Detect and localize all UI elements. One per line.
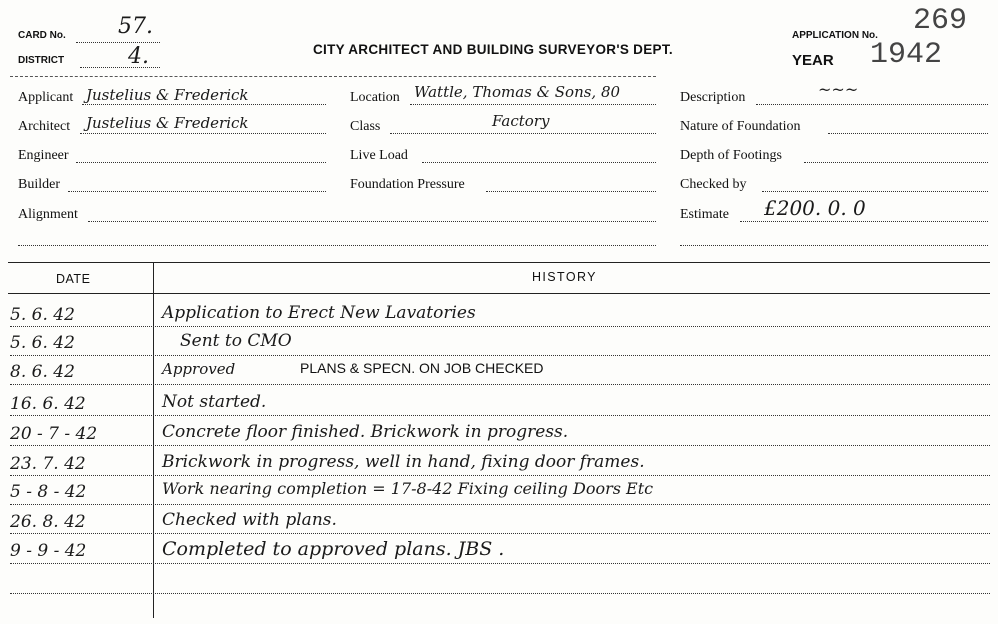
estimate-label: Estimate: [680, 207, 729, 222]
alignment-label: Alignment: [18, 207, 78, 222]
date-column-divider: [153, 262, 154, 618]
class-label: Class: [350, 119, 381, 134]
history-text: Checked with plans.: [162, 510, 337, 530]
class-value: Factory: [492, 112, 550, 130]
location-line: [410, 104, 656, 105]
location-label: Location: [350, 90, 400, 105]
date-header: DATE: [56, 272, 91, 286]
history-text: Application to Erect New Lavatories: [162, 303, 476, 323]
depth-of-footings-line: [804, 162, 988, 163]
history-date: 16. 6. 42: [10, 394, 86, 414]
card-label: CARD No.: [18, 30, 66, 41]
history-header: HISTORY: [532, 270, 597, 284]
engineer-line: [76, 162, 326, 163]
history-text: Approved: [162, 360, 236, 378]
class-line: [390, 133, 656, 134]
history-date: 8. 6. 42: [10, 362, 75, 382]
card-number: 57.: [118, 14, 153, 39]
checked-by-label: Checked by: [680, 177, 747, 192]
history-date: 20 - 7 - 42: [10, 424, 98, 444]
location-value: Wattle, Thomas & Sons, 80: [414, 83, 621, 101]
district-label: DISTRICT: [18, 55, 65, 66]
applicant-line: [82, 104, 326, 105]
card-line: [76, 42, 160, 43]
live-load-label: Live Load: [350, 148, 408, 163]
nature-of-foundation-line: [828, 133, 988, 134]
year-value: 1942: [870, 38, 943, 72]
estimate-value: £200. 0. 0: [764, 196, 866, 220]
history-text: Brickwork in progress, well in hand, fixing door frames.: [162, 452, 645, 472]
year-label: YEAR: [792, 52, 834, 69]
blank-line-left: [18, 245, 656, 246]
builder-line: [68, 191, 326, 192]
nature-of-foundation-label: Nature of Foundation: [680, 119, 801, 134]
checked-by-line: [762, 191, 988, 192]
alignment-line: [88, 221, 656, 222]
department-title: CITY ARCHITECT AND BUILDING SURVEYOR'S DEPT.: [313, 42, 673, 57]
description-label: Description: [680, 90, 746, 105]
history-text: Not started.: [162, 392, 267, 412]
foundation-pressure-label: Foundation Pressure: [350, 177, 465, 192]
history-date: 5. 6. 42: [10, 333, 75, 353]
foundation-pressure-line: [486, 191, 656, 192]
header-divider: [10, 76, 656, 77]
history-date: 5. 6. 42: [10, 305, 75, 325]
history-date: 26. 8. 42: [10, 512, 86, 532]
history-date: 5 - 8 - 42: [10, 482, 87, 502]
description-value: ~~~: [818, 80, 859, 99]
application-number: 269: [913, 4, 968, 38]
architect-value: Justelius & Frederick: [86, 114, 249, 132]
depth-of-footings-label: Depth of Footings: [680, 148, 782, 163]
district-value: 4.: [128, 44, 149, 69]
history-date: 9 - 9 - 42: [10, 541, 87, 561]
live-load-line: [422, 162, 656, 163]
estimate-line: [740, 221, 988, 222]
engineer-label: Engineer: [18, 148, 69, 163]
history-date: 23. 7. 42: [10, 454, 86, 474]
application-label: APPLICATION No.: [792, 30, 878, 41]
header-bottom-rule: [8, 293, 990, 294]
history-text: Work nearing completion = 17-8-42 Fixing ceiling Doors Etc: [162, 479, 654, 498]
history-stamp: PLANS & SPECN. ON JOB CHECKED: [300, 360, 544, 376]
architect-label: Architect: [18, 119, 71, 134]
history-text: Sent to CMO: [180, 331, 292, 351]
builder-label: Builder: [18, 177, 60, 192]
applicant-value: Justelius & Frederick: [86, 86, 249, 104]
blank-line-right: [680, 245, 988, 246]
table-top-rule: [8, 262, 990, 263]
history-text: Concrete floor finished. Brickwork in progress.: [162, 422, 569, 442]
architect-line: [80, 133, 326, 134]
description-line: [756, 104, 988, 105]
history-text: Completed to approved plans. JBS .: [162, 538, 505, 560]
applicant-label: Applicant: [18, 90, 74, 105]
